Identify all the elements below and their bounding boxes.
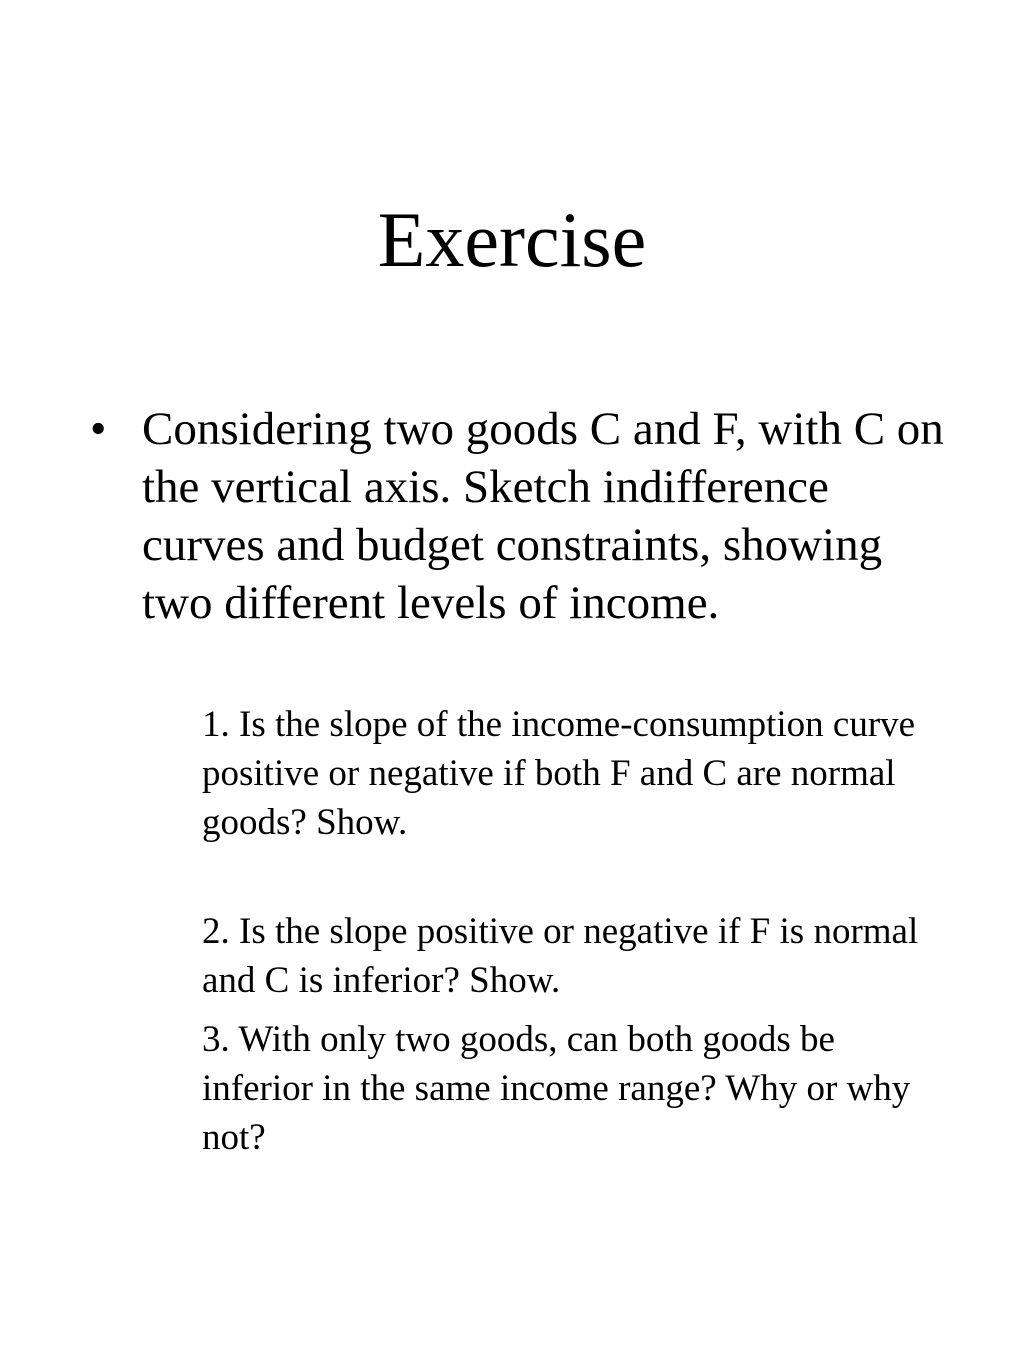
subitem-1: 1. Is the slope of the income-consumption curve positive or negative if both F and C are normal goods? Show.: [202, 704, 916, 843]
bullet-text: Considering two goods C and F, with C on the vertical axis. Sketch indifference curves and budget constraints, showing two different levels of income.: [142, 403, 944, 629]
subitem-2: 2. Is the slope positive or negative if F is normal and C is inferior? Show.: [202, 911, 919, 1001]
subitem-3: 3. With only two goods, can both goods be inferior in the same income range? Why or why not?: [202, 1019, 911, 1158]
slide-title: Exercise: [377, 196, 647, 283]
bullet-marker: •: [90, 403, 107, 455]
